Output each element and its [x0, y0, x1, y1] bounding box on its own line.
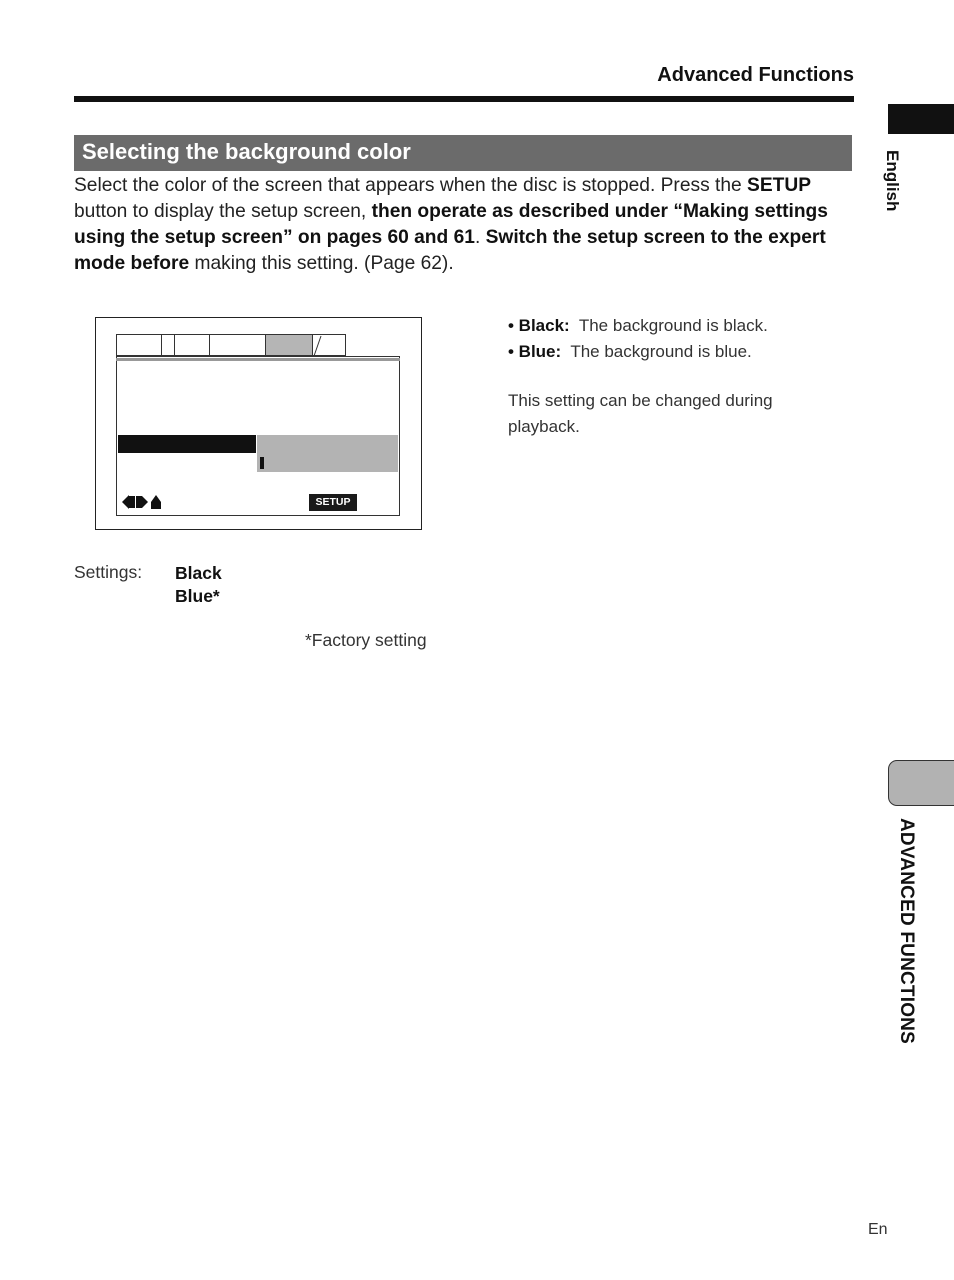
setup-tab-2 [161, 334, 175, 356]
page-language-footer: En [868, 1221, 888, 1238]
desc-black-term: • Black: [508, 316, 570, 335]
section-heading-bar [74, 135, 852, 171]
desc-blue [508, 342, 752, 362]
running-header: Advanced Functions [657, 64, 854, 86]
thumb-tab-chapter [888, 760, 954, 806]
desc-black [508, 316, 768, 336]
setup-tab-active [265, 334, 313, 356]
settings-option-black: Black [175, 563, 222, 583]
desc-blue-term: • Blue: [508, 342, 562, 361]
intro-text-2: button to display the setup screen, [74, 201, 372, 222]
setup-button-graphic: SETUP [309, 494, 357, 511]
selected-menu-item [118, 435, 256, 453]
intro-text-4: making this setting. (Page 62). [189, 253, 454, 274]
header-rule [74, 96, 854, 102]
intro-text-3: . [474, 227, 486, 248]
intro-paragraph [74, 173, 844, 277]
desc-black-text: The background is black. [578, 316, 768, 335]
factory-setting-note: *Factory setting [305, 630, 427, 650]
side-label-chapter-text: ADVANCED FUNCTIONS [896, 818, 917, 1044]
setup-tab-6 [312, 334, 346, 356]
section-heading: Selecting the background color [82, 139, 411, 164]
setup-tab-1 [116, 334, 162, 356]
option-cursor [260, 457, 264, 469]
thumb-tab-top [888, 104, 954, 134]
settings-label: Settings: [74, 562, 143, 582]
note-text: This setting can be changed during playback. [508, 391, 773, 436]
intro-setup: SETUP [747, 175, 811, 196]
intro-bold-2: Switch the setup screen to the expert mode before [74, 227, 826, 274]
side-label-english-text: English [883, 150, 902, 212]
tab-slash-icon [313, 335, 347, 357]
settings-option-blue: Blue* [175, 586, 220, 606]
side-label-english [882, 150, 922, 230]
intro-text-1: Select the color of the screen that appears when the disc is stopped. Press the [74, 175, 748, 196]
settings-options [175, 562, 222, 608]
arrow-left-right-up-icon [122, 495, 166, 509]
side-label-chapter [895, 818, 935, 1078]
intro-bold-1: then operate as described under “Making settings using the setup screen” on pages 60 and 61 [74, 201, 828, 248]
option-box [257, 435, 398, 472]
setup-menu-divider [116, 358, 400, 361]
setup-tab-3 [174, 334, 210, 356]
desc-blue-text: The background is blue. [570, 342, 752, 361]
setup-tab-4 [209, 334, 266, 356]
